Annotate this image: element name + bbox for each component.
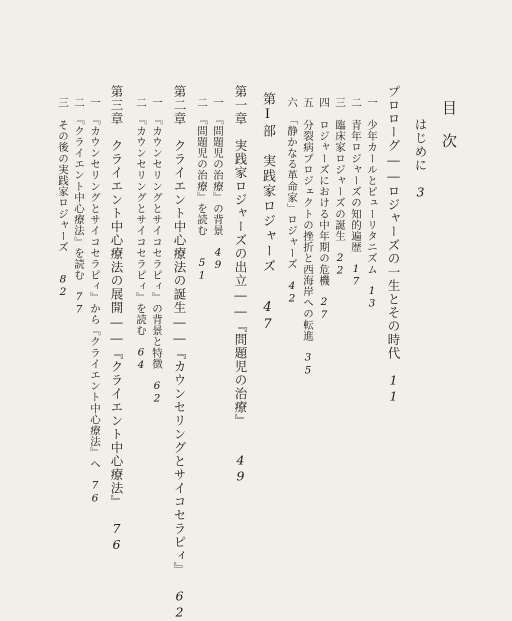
item-number: 四	[318, 97, 330, 109]
item-text: 『カウンセリングとサイコセラピィ』の背景と特徴	[151, 119, 163, 370]
prologue-item-1	[367, 97, 378, 310]
chapter-3-title: 第三章 クライエント中心療法の展開――『クライエント中心療法』	[109, 85, 124, 509]
item-number: 二	[196, 97, 208, 109]
item-text: ロジャーズにおける中年期の危機	[318, 119, 330, 286]
intro-page: 3	[413, 184, 428, 201]
item-page: 27	[318, 296, 330, 322]
item-text: 『カウンセリングとサイコセラピィ』から『クライエント中心療法』へ	[89, 119, 101, 470]
toc-title: 目次	[440, 100, 458, 166]
chapter-1-page: 49	[233, 452, 248, 485]
intro-label: はじめに	[413, 118, 428, 172]
prologue-heading	[387, 85, 400, 405]
chapter-2-heading	[173, 85, 186, 621]
item-text: 分裂病プロジェクトの挫折と西海岸への転進	[302, 119, 314, 342]
item-text: 『クライエント中心療法』を読む	[73, 119, 85, 281]
chapter-2-page: 62	[172, 588, 187, 621]
item-page: 35	[302, 351, 314, 377]
item-page: 22	[334, 251, 346, 278]
item-text: 青年ロジャーズの知的遍歴	[350, 119, 362, 253]
item-number: 六	[286, 97, 298, 109]
chapter-2-title: 第二章 クライエント中心療法の誕生――『カウンセリングとサイコセラピィ』	[172, 85, 187, 576]
part-1-label: 第Ⅰ部 実践家ロジャーズ	[260, 92, 275, 274]
item-number: 三	[334, 97, 346, 109]
item-number: 二	[350, 97, 362, 109]
item-text: 『問題児の治療』の背景	[212, 119, 224, 237]
chapter-1-title: 第一章 実践家ロジャーズの出立――『問題児の治療』	[233, 85, 248, 428]
chapter-3-item-1	[90, 97, 101, 505]
chapter-3-heading	[110, 85, 123, 553]
item-page: 13	[366, 285, 378, 311]
item-text: 臨床家ロジャーズの誕生	[334, 119, 346, 242]
item-text: 「静かなる革命家」ロジャーズ	[286, 119, 298, 270]
part-1-page: 47	[260, 300, 275, 334]
item-number: 二	[135, 97, 147, 109]
item-page: 64	[135, 346, 147, 372]
item-text: その後の実践家ロジャーズ	[57, 119, 69, 253]
item-text: 『問題児の治療』を読む	[196, 119, 208, 237]
chapter-1-item-1	[213, 97, 224, 272]
prologue-page: 11	[386, 372, 401, 405]
item-number: 三	[57, 97, 69, 109]
item-number: 一	[89, 97, 101, 109]
chapter-1-item-2	[197, 97, 208, 282]
item-number: 五	[302, 97, 314, 109]
item-page: 82	[57, 273, 69, 299]
item-page: 51	[196, 257, 208, 283]
chapter-2-item-1	[152, 97, 163, 405]
chapter-3-item-3	[58, 97, 69, 299]
item-page: 76	[89, 479, 101, 505]
prologue-item-4	[319, 97, 330, 321]
item-page: 62	[151, 379, 163, 405]
chapter-3-page: 76	[109, 521, 124, 553]
prologue-item-6	[287, 97, 298, 305]
item-text: 少年カールとピューリタニズム	[366, 119, 378, 275]
prologue-item-5	[303, 97, 314, 377]
item-number: 二	[73, 97, 85, 109]
chapter-3-item-2	[74, 97, 85, 316]
intro-entry	[414, 118, 427, 201]
part-1-heading	[261, 92, 274, 334]
item-text: 『カウンセリングとサイコセラピィ』を読む	[135, 119, 147, 336]
chapter-2-item-2	[136, 97, 147, 372]
prologue-item-2	[351, 97, 362, 288]
item-page: 42	[286, 279, 298, 306]
item-number: 一	[212, 97, 224, 109]
item-number: 一	[366, 97, 378, 109]
item-page: 77	[73, 290, 85, 317]
item-page: 17	[350, 262, 362, 289]
item-page: 49	[212, 246, 224, 272]
prologue-title: プロローグ――ロジャーズの一生とその時代	[386, 85, 401, 360]
item-number: 一	[151, 97, 163, 109]
chapter-1-heading	[234, 85, 247, 485]
prologue-item-3	[335, 97, 346, 277]
